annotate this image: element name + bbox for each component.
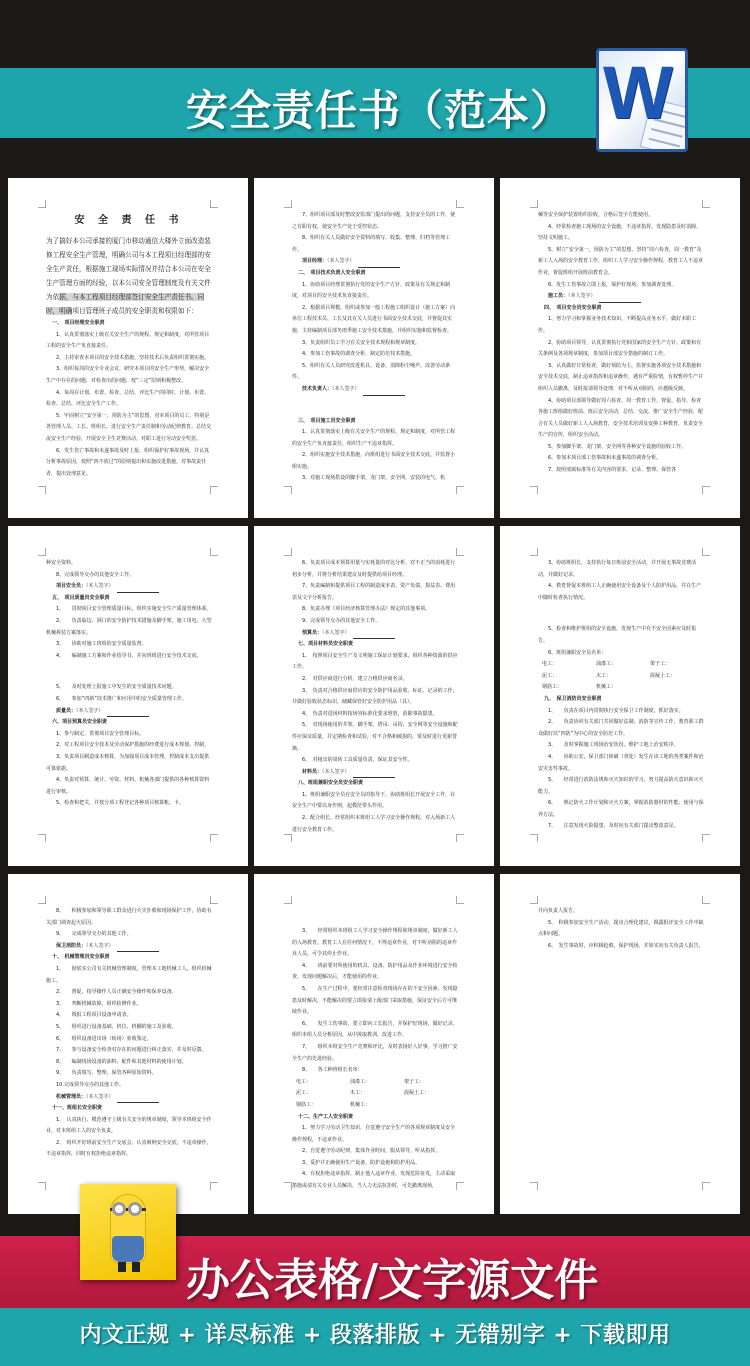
page-content — [538, 558, 704, 833]
margin-corner-mark — [284, 896, 292, 904]
clause-paragraph: 6、发生工伤事故立即上报，保护好现场，参加调查处理。 — [548, 281, 677, 288]
clause-paragraph: 6、 熟记防火工作计划和灭火方案，掌握消防器材的性能、使用与保养方法。 — [538, 800, 704, 818]
document-page-9 — [500, 874, 740, 1214]
page-content — [292, 906, 458, 1193]
clause-paragraph: 2、 负责临边、洞口的安全防护技术措施及脚手架，施工用电、大型机械拆装方案落实。 — [46, 617, 212, 636]
margin-corner-mark — [456, 896, 464, 904]
clause-paragraph: 3、对施工现场搭设的脚手架、龙门架、安全网、安装的电气、机 — [302, 475, 446, 482]
section-heading: 十一、班组长安全职责 — [52, 1105, 103, 1112]
signature-line — [46, 1092, 212, 1104]
clause-paragraph: 1、班组兼职安全员在安全员的指导下，协助班组长开展安全工作，在安全生产中要以身作则，起模范带头作用。 — [292, 791, 456, 810]
signature-line — [292, 767, 458, 779]
signature-label: 机械管理员： — [56, 1093, 87, 1100]
minion-foot-left — [118, 1262, 126, 1272]
name-field-label: 混凝土工： — [650, 672, 676, 679]
clause-paragraph: 9、 负责填写、整理，保管各种原始资料。 — [56, 1070, 157, 1077]
clause-paragraph: 4、负责对预算、统计、劳资、材料、机械各部门提供的各种核算资料进行审核。 — [46, 777, 210, 795]
signature-note: （本人签字） — [322, 768, 350, 775]
clause-paragraph: 4、协助项目部领导做好周六检查、周一教育工作，督促、指导、检查各施工班组做好班前、班后安全活动，总结、交流、推广安全生产经验，配合有关人员做好新工人入场教育，安全技术培训及变换工种教育，负责安全生产的宣传，组织安全活动。 — [538, 397, 704, 439]
name-field-label — [650, 682, 704, 694]
clause-paragraph: 5、 积极参加安全生产活动，提出合理化建议，揭露批评安全工作中缺点和问题。 — [538, 919, 704, 938]
document-page-7 — [8, 874, 248, 1214]
signature-label: 材料员： — [302, 768, 323, 775]
signature-note: （本人签字） — [568, 293, 596, 300]
clause-paragraph: 7、 注意发现火险隐患，及时向有关部门提出整改意见。 — [548, 823, 679, 830]
margin-corner-mark — [530, 834, 538, 842]
margin-corner-mark — [530, 200, 538, 208]
clause-paragraph: 2、主持审查本项目的安全技术措施，坚持技术后负责组织贯彻实施。 — [56, 354, 210, 361]
clause-paragraph: 10.完成领导交办的其他工作。 — [56, 1081, 124, 1088]
clause-paragraph: 1、认真贯彻落实上级有关安全生产的规程、规定和制度，对所管工程的安全生产负直接责任，组织生产不违章指挥。 — [292, 429, 456, 447]
word-letter: W — [603, 51, 673, 134]
page-content — [292, 210, 458, 485]
clause-paragraph: 2、根据项目规模，组织或参加一般工程施工组织设计（施工方案）向单位工程技术员、工长及其有关人员进行书面安全技术交底，并督促其实施，主持编制项目部冬雨季施工安全技术措施，并组织实施和监督检查。 — [292, 304, 456, 334]
signature-label: 质量员： — [56, 707, 77, 714]
clause-paragraph: 8、负责办理《项目经济核算管理办法》规定的其他事项。 — [302, 606, 431, 613]
clause-paragraph: 5、参加脚手架、龙门架、安全网等各种安全设施的验收工作。 — [548, 443, 687, 450]
intro-text: 为了搞好本公司承接的厦门市移动通信大楼外立面改造装修工程安全生产管理，明确公司与本工程项目经理部的安全生产责任，根据施工现场实际情况并结合本公司在安全生产管理方面的经验，以本公司安全管理制度及有关文件为依 — [46, 237, 211, 301]
clause-paragraph: 2、自觉遵守劳动纪律，集体作业时间，服从领导，听从指挥。 — [302, 1148, 441, 1155]
clause-paragraph: 5、牢固树立“安全第一，预防为主”的思想，对本项目的员工，特别是各管理人员、工长、班组长，进行安全生产责任制和劳动纪律教育。总结交流安全生产经验，开展安全卫生竞赛活动，对职工进行劳动安全奖惩。 — [46, 412, 212, 442]
margin-corner-mark — [702, 548, 710, 556]
margin-corner-mark — [702, 1182, 710, 1190]
clause-paragraph: 2、组织实施安全技术措施，向班组进行书面安全技术交底，并监督小组实施。 — [292, 452, 456, 470]
signature-blank — [363, 395, 405, 396]
name-field-label: 机械工： — [350, 1101, 371, 1108]
section-heading: 二、 项目技术负责人安全职责 — [298, 269, 366, 276]
clause-paragraph: 2、 对供应商进行分析，建立合格供应商名录。 — [302, 675, 408, 682]
clause-paragraph: 并向负责人报告。 — [538, 908, 579, 914]
page-content — [292, 558, 458, 836]
clause-paragraph: 3、爱护并正确使用生产设备，防护设施和防护用品。 — [302, 1159, 421, 1166]
signature-note: （本人签字） — [86, 583, 114, 590]
clause-paragraph: 2、配合组长，经常组织本班组工人学习安全操作规程，对入场新工人进行安全教育工作。 — [292, 815, 456, 833]
name-field-label: 油漆工： — [596, 661, 617, 668]
clause-paragraph: 3、 及时掌握施工现场治安状况，维护工地上治安秩序。 — [548, 742, 679, 749]
page-content — [46, 558, 212, 810]
signature-note: （本人签字） — [327, 258, 355, 265]
name-field-label: 混凝土工： — [404, 1090, 430, 1097]
margin-corner-mark — [210, 548, 218, 556]
clause-paragraph: 7、负责编制和提供项目工程的制造成本表、资产负债、损益表、费用表及文字分析报告。 — [292, 583, 456, 601]
clause-paragraph: 5、 及时处理上报施工中发生的安全质量技术问题。 — [56, 684, 177, 691]
clause-paragraph: 1、 认真执行、模范遵守上级有关安全的规章制度，领导本班组安全作业，对本班组工人的安全负责。 — [46, 1116, 212, 1135]
margin-corner-mark — [530, 1182, 538, 1190]
clause-paragraph: 2、对工程项目安全技术及劳动保护措施的经费进行成本规划、控制。 — [56, 742, 210, 749]
margin-corner-mark — [210, 834, 218, 842]
signature-blank — [117, 1102, 159, 1103]
name-field-label — [404, 1100, 458, 1112]
margin-corner-mark — [456, 200, 464, 208]
intro-paragraph — [46, 234, 212, 318]
section-heading: 七、项目材料员安全职责 — [298, 641, 354, 648]
signature-note: （本人签字） — [86, 942, 114, 949]
clause-paragraph: 4、 负责对进场材料按场容标准化要求堆放，消除事故隐患。 — [302, 710, 438, 717]
clause-paragraph: 1、努力学习劳动卫生知识，自觉遵守安全生产的各项规章制度及安全操作规程，不违章作业。 — [292, 1125, 456, 1143]
page-content — [46, 906, 212, 1161]
clause-paragraph: 9、完成领导交办的其他安全工作。 — [302, 617, 381, 624]
signature-line — [538, 291, 704, 303]
signature-line — [292, 256, 458, 268]
clause-paragraph: 5、组织有关人员研究改进机具、设备，消除粉尘噪声，改善劳动条件。 — [292, 362, 451, 381]
minion-foot-right — [132, 1262, 140, 1272]
margin-corner-mark — [210, 200, 218, 208]
section-heading: 三、 项目施工员安全职责 — [298, 417, 356, 424]
clause-paragraph: 1、 彻底实公司有关机械管理制度，管理本工地机械工人，组织机械施工。 — [46, 965, 212, 984]
document-page-6 — [500, 526, 740, 866]
margin-corner-mark — [530, 548, 538, 556]
margin-corner-mark — [530, 896, 538, 904]
clause-paragraph: 2、 组织开好班前安全生产交底会，认真吸纳安全交底，不违章操作，不违章指挥，同时有权拒绝违章指挥。 — [46, 1139, 212, 1158]
signature-line — [292, 384, 458, 396]
clause-paragraph: 4、参加工伤事故的调查分析，制定防范技术措施。 — [302, 351, 416, 358]
features-banner — [0, 1308, 750, 1366]
signature-label: 技术负责人： — [302, 385, 333, 392]
preview-row-2 — [8, 526, 742, 866]
document-page-8 — [254, 874, 494, 1214]
clause-paragraph: 1、参与制定、贯彻项目安全管理目标。 — [56, 730, 145, 737]
margin-corner-mark — [38, 834, 46, 842]
clause-paragraph: 1、努力学习和掌握业务技术知识，不断提高业务水平，做好本职工作。 — [538, 316, 697, 334]
preview-row-1 — [8, 178, 742, 518]
page-content — [538, 906, 704, 952]
clause-paragraph: 4、 填报工程项目设备申请表。 — [56, 1012, 132, 1019]
clause-paragraph: 2、 负责协同有关部门共同做好法制、消防等宣传工作，教育职工群众做好以“四防”为中心的安全防范工作。 — [538, 719, 704, 737]
features-tagline: 内文正规 + 详尽标准 + 段落排版 + 无错别字 + 下载即用 — [79, 1323, 671, 1348]
margin-corner-mark — [702, 486, 710, 494]
margin-corner-mark — [38, 200, 46, 208]
highlighted-text: 据，与本工程项目经理部签订安全生产责任书。同时，明确 — [46, 293, 205, 315]
page-content — [538, 210, 704, 477]
margin-corner-mark — [456, 548, 464, 556]
signature-note: （本人签字） — [332, 385, 360, 392]
clause-paragraph: 6、 发生事故时，应积极抢救，保护现场，并如实向有关负责人报告。 — [548, 942, 704, 949]
margin-corner-mark — [210, 896, 218, 904]
name-field-label: 机械工： — [596, 684, 617, 691]
clause-paragraph: 6、 参加“四新”技术推广和应用中的安全质量管理工作。 — [56, 695, 187, 702]
goggle-left — [112, 1202, 126, 1216]
signature-blank — [107, 716, 149, 717]
clause-paragraph: 7、按照部颁标准等有关内容的要求，记录、整理、保管各 — [548, 467, 677, 474]
clause-paragraph: 6、 对租出的周转工具质量负责，保证其安全性。 — [302, 757, 413, 764]
signature-blank — [599, 302, 641, 303]
margin-corner-mark — [210, 1182, 218, 1190]
signature-note: （本人签字） — [86, 1093, 114, 1100]
clause-paragraph: 6、班组兼职安全员名单： — [548, 649, 607, 656]
document-page-2 — [254, 178, 494, 518]
signature-label: 项目安全员： — [56, 583, 87, 590]
clause-paragraph: 5、 对现场使用的井架、脚手架、塔吊、吊钩、安全网等安全设施和配件应保证质量，并定期检查和试验，对不合格和破损的，要及时进行更新替换。 — [292, 722, 458, 752]
blank-space — [292, 396, 458, 416]
clause-paragraph: 3、 经常组织本班组工人学习安全操作规程和规章制度，做好新工人的入场教育，教育工人在任何情况下，不得违章作业，对不听劝阻的违章作业人员，可令其停止作业。 — [292, 928, 458, 958]
page-title: 安全责任书（范本） — [186, 86, 574, 135]
signature-blank — [353, 638, 395, 639]
section-heading: 一、 项目经理安全职责 — [52, 320, 105, 326]
name-field-label: 泥工： — [542, 672, 558, 679]
name-list-row — [538, 682, 704, 694]
clause-paragraph: 8、完成领导交办的其他安全工作。 — [56, 571, 135, 578]
clause-paragraph: 9、 完成领导交办的其他工作。 — [56, 931, 132, 938]
clause-paragraph: 5、 在生产过程中，要经常注意检查现场存在的不安全因素，发现隐患及时解决，不能解决的要立即报请上级部门采取措施，保证安全后方可继续作业。 — [292, 985, 458, 1016]
margin-corner-mark — [38, 896, 46, 904]
name-field-label: 木工： — [350, 1090, 366, 1097]
signature-line — [46, 706, 212, 718]
clause-paragraph: 械等安全保护装置组织验收，合格后签字方能使用。 — [538, 212, 654, 218]
margin-corner-mark — [284, 834, 292, 842]
signature-line — [292, 628, 458, 640]
section-heading: 六、项目预算员安全职责 — [52, 719, 108, 726]
clause-paragraph: 1、协助项目经理贯彻执行党的安全生产方针，政策及有关规定和制度，对项目的安全技术负直接责任。 — [292, 281, 451, 300]
clause-paragraph: 3、 负责对合格供应商供应的安全防护用品验收、标证、记录的工作，并做好验收状态标识，储藏保管好安全防护用品（具）。 — [292, 687, 458, 706]
name-field-label: 油漆工： — [350, 1078, 371, 1085]
clause-paragraph: 6、负责项目成本预算用量与实耗量的对比分析，对不正当的消耗进行初步分析，并将分析结果建议及时提供给项目经理。 — [292, 560, 456, 578]
clause-paragraph: 4、 协助公安、保卫部门侦破（查处）发生在该工地的各类案件和治安灾害性事故。 — [538, 753, 704, 772]
signature-label: 预算员： — [302, 629, 323, 636]
name-field-label: 架子工： — [650, 661, 671, 668]
name-field-label: 泥工： — [296, 1090, 312, 1097]
blank-space — [292, 906, 458, 926]
clause-paragraph: 5、检查和把关，并按分项工程登记各种项目核算帐、卡。 — [56, 800, 185, 807]
signature-note: （本人签字） — [322, 629, 350, 636]
signature-label: 保卫消防员： — [56, 942, 87, 949]
document-title: 安 全 责 任 书 — [74, 215, 184, 226]
name-field-label: 架子工： — [404, 1078, 425, 1085]
document-page-3 — [500, 178, 740, 518]
clause-paragraph: 6、 发生工伤事故，要立即向工长报告，并保护好现场，做好记录，组织本组人员分析原因，从中汲取教训，改进工作。 — [292, 1020, 458, 1039]
clause-paragraph: 3、 协助对施工班组的安全质量监督。 — [56, 641, 147, 648]
document-page-1 — [8, 178, 248, 518]
preview-row-3 — [8, 874, 742, 1214]
clause-paragraph: 3、认真做好日常检查，做好预防为主，监督实施各项安全技术措施和安全技术交底，制止违章指挥和违章操作，遇有严重险情，有权暂停生产并组织人员撤离，及时报请领导处理，对不听从劝阻的，应越级反映。 — [538, 362, 704, 392]
goggle-right — [128, 1202, 142, 1216]
clause-paragraph: 7、 参与设备安全检查对存在的问题进行纠正落实，并及时反馈。 — [56, 1047, 207, 1054]
signature-line — [46, 941, 212, 953]
clause-paragraph: 5、 经常进行消防法规和灭火知识的学习，努力提高防火意识和灭火能力。 — [538, 777, 704, 795]
section-heading: 五、 项目质量员安全职责 — [52, 594, 110, 601]
margin-corner-mark — [210, 486, 218, 494]
clause-paragraph: 4、教育督促本班组工人正确使用安全设备及个人防护用品，并在生产中随时检查执行情况。 — [538, 583, 702, 601]
section-heading: 四、 项目安全员安全职责 — [544, 304, 602, 311]
signature-blank — [117, 592, 159, 593]
clause-paragraph: 4、每周在计划、布置、检查、总结、评比生产的同时，计划、布置、检查、总结、评比安全生产工作。 — [46, 389, 210, 408]
clause-paragraph: 6、 组织设备进出场（转场）验收鉴定。 — [56, 1035, 152, 1042]
section-heading: 十二、生产工人安全职责 — [298, 1113, 354, 1120]
clause-paragraph: 5、树立“安全第一，预防为主”的思想，坚持“周六检查，周一教育”及新工人入场的安全教育工作，组织工人学习安全操作规程，教育工人不违章作业，督促班组开展班前教育会。 — [538, 246, 704, 276]
name-list-row — [292, 1100, 458, 1112]
section-heading: 十、 机械管理员安全职责 — [52, 954, 110, 961]
margin-corner-mark — [702, 200, 710, 208]
margin-corner-mark — [38, 548, 46, 556]
clause-paragraph: 种安全资料。 — [46, 560, 77, 566]
margin-corner-mark — [456, 486, 464, 494]
margin-corner-mark — [38, 1182, 46, 1190]
clause-paragraph: 5、 组织进行设备基础、机位、机棚的施工及验收。 — [56, 1023, 177, 1030]
blank-space — [538, 604, 704, 624]
name-field-label: 钢筋工： — [542, 684, 563, 691]
clause-paragraph: 1、认真贯彻落实上级有关安全生产的规程、规定和制度，对所管项目工程的安全生产负直接责任。 — [46, 331, 210, 350]
clause-paragraph: 8、 各工种班组长名单： — [302, 1067, 363, 1074]
margin-corner-mark — [284, 486, 292, 494]
name-list-row — [538, 659, 704, 671]
clause-paragraph: 2、协助项目领导，认真贯彻执行党和国家的安全生产方针、政策和有关条例及各项规章制度，参加项目部安全措施的制订工作。 — [538, 339, 702, 358]
clause-paragraph: 3、组织每周的安全专业会议，研究本项目的安全生产形势，解决安全生产中存在的问题，对检查出的问题，按“三定”原则积极整改。 — [46, 366, 210, 384]
signature-note: （本人签字） — [76, 707, 104, 714]
clause-paragraph: 4、 班前要对所使用的机具、设备、防护用品及作业环境进行安全检查，发现问题解决后，才能使用的作业。 — [292, 962, 458, 981]
intro-text: 项目管理班子成员的安全职责和权限如下： — [72, 307, 198, 315]
clause-paragraph: 5、检查和维护班组的安全设施，发现生产中有不安全因素应及时报告。 — [538, 626, 697, 644]
margin-corner-mark — [702, 896, 710, 904]
clause-paragraph: 3、 判断机械故障，组织检修作业。 — [56, 1000, 142, 1007]
margin-corner-mark — [38, 486, 46, 494]
word-icon — [596, 48, 688, 152]
signature-label: 施工员： — [548, 293, 569, 300]
name-field-label: 木工： — [596, 672, 612, 679]
name-list-row — [292, 1077, 458, 1089]
clause-paragraph: 1、 按照项目安全生产及文明施工保证计划要求，组织各种资源的供应工作。 — [292, 652, 458, 671]
clause-paragraph: 8、组织有关人员做好安全资料的填写、收集、整理、归档等管理工作。 — [292, 235, 451, 253]
name-list-row — [538, 671, 704, 683]
source-file-title: 办公表格/文字源文件 — [186, 1255, 599, 1306]
clause-paragraph: 4、有权拒绝违章指挥，制止他人违章作业，发现危险征兆，主动采取措施或请有关专业人员解决，当人力无法抗拒时，可先撤离现场， — [292, 1171, 456, 1190]
minion-image — [80, 1184, 176, 1280]
clause-paragraph: 3、协助班组长，支持执行每日班前安全活动，并开展无事故竞赛活动，并做好记录。 — [538, 560, 697, 578]
clause-paragraph: 6、参加本项目部工伤事故和未遂事故的调查分析。 — [548, 455, 662, 462]
clause-paragraph: 3、负责项目制造成本核算，为加强项目成本管理，控制成本支出提供可靠依据。 — [46, 753, 210, 772]
clause-paragraph: 7、 组织本组安全生产竞赛和评比，及时表扬好人好事，学习推广安全生产的先进经验。 — [292, 1043, 458, 1062]
margin-corner-mark — [284, 548, 292, 556]
signature-label: 项目经理： — [302, 258, 328, 265]
clause-paragraph: 1、 负责在项目内贯彻执行安全保卫工作制度，抓好落实。 — [548, 707, 684, 714]
clause-paragraph: 6、发生伤亡事故和未遂事故及时上报，组织保护好事故现场，并认真分析事故原因，按照“四不放过”的原则提出和实施改进措施，对事故责任者，提出处理意见。 — [46, 447, 210, 477]
clause-paragraph: 8、 积极参加和领导职工群众进行火灾扑救和现场保护工作，协助有关部门调查起火原因。 — [46, 908, 212, 926]
margin-corner-mark — [530, 486, 538, 494]
clause-paragraph: 1、 贯彻项目安全管理质量目标，组织实施安全生产质量管理体系。 — [56, 606, 212, 613]
clause-paragraph: 3、负责组织员工学习有关安全技术规程和规章制度。 — [302, 339, 421, 346]
clause-paragraph: 8、 编制现场设备的油料、配件和其他材料的使用计划。 — [56, 1058, 187, 1065]
section-heading: 八、班组兼职安全员安全职责 — [298, 780, 364, 787]
name-field-label: 电工： — [542, 661, 558, 668]
section-heading: 九、 保卫消防员安全职责 — [544, 695, 602, 702]
margin-corner-mark — [284, 1182, 292, 1190]
document-page-4 — [8, 526, 248, 866]
clause-paragraph: 2、 督促、指导操作人员正确安全操作和保养设备。 — [56, 989, 177, 996]
clause-paragraph: 7、组织项目部及时整改安监部门提出的问题，支持安全员的工作，使之有职有权，使安全生产处于受控状态。 — [292, 212, 456, 230]
margin-corner-mark — [702, 834, 710, 842]
name-field-label: 电工： — [296, 1078, 312, 1085]
name-list-row — [292, 1088, 458, 1100]
signature-line — [46, 581, 212, 593]
margin-corner-mark — [284, 200, 292, 208]
clause-paragraph: 4、 编制施工方案和作业指导书，并向班组进行安全技术交底。 — [56, 652, 202, 659]
name-field-label: 钢筋工： — [296, 1101, 317, 1108]
blank-space — [46, 662, 212, 682]
signature-blank — [117, 951, 159, 952]
minion-overalls — [112, 1236, 144, 1262]
clause-paragraph: 4、经常检查施工现场的安全设施，不违章指挥，发现隐患及时消除，坚持文明施工。 — [538, 223, 702, 242]
document-page-5 — [254, 526, 494, 866]
page-content — [46, 210, 212, 480]
